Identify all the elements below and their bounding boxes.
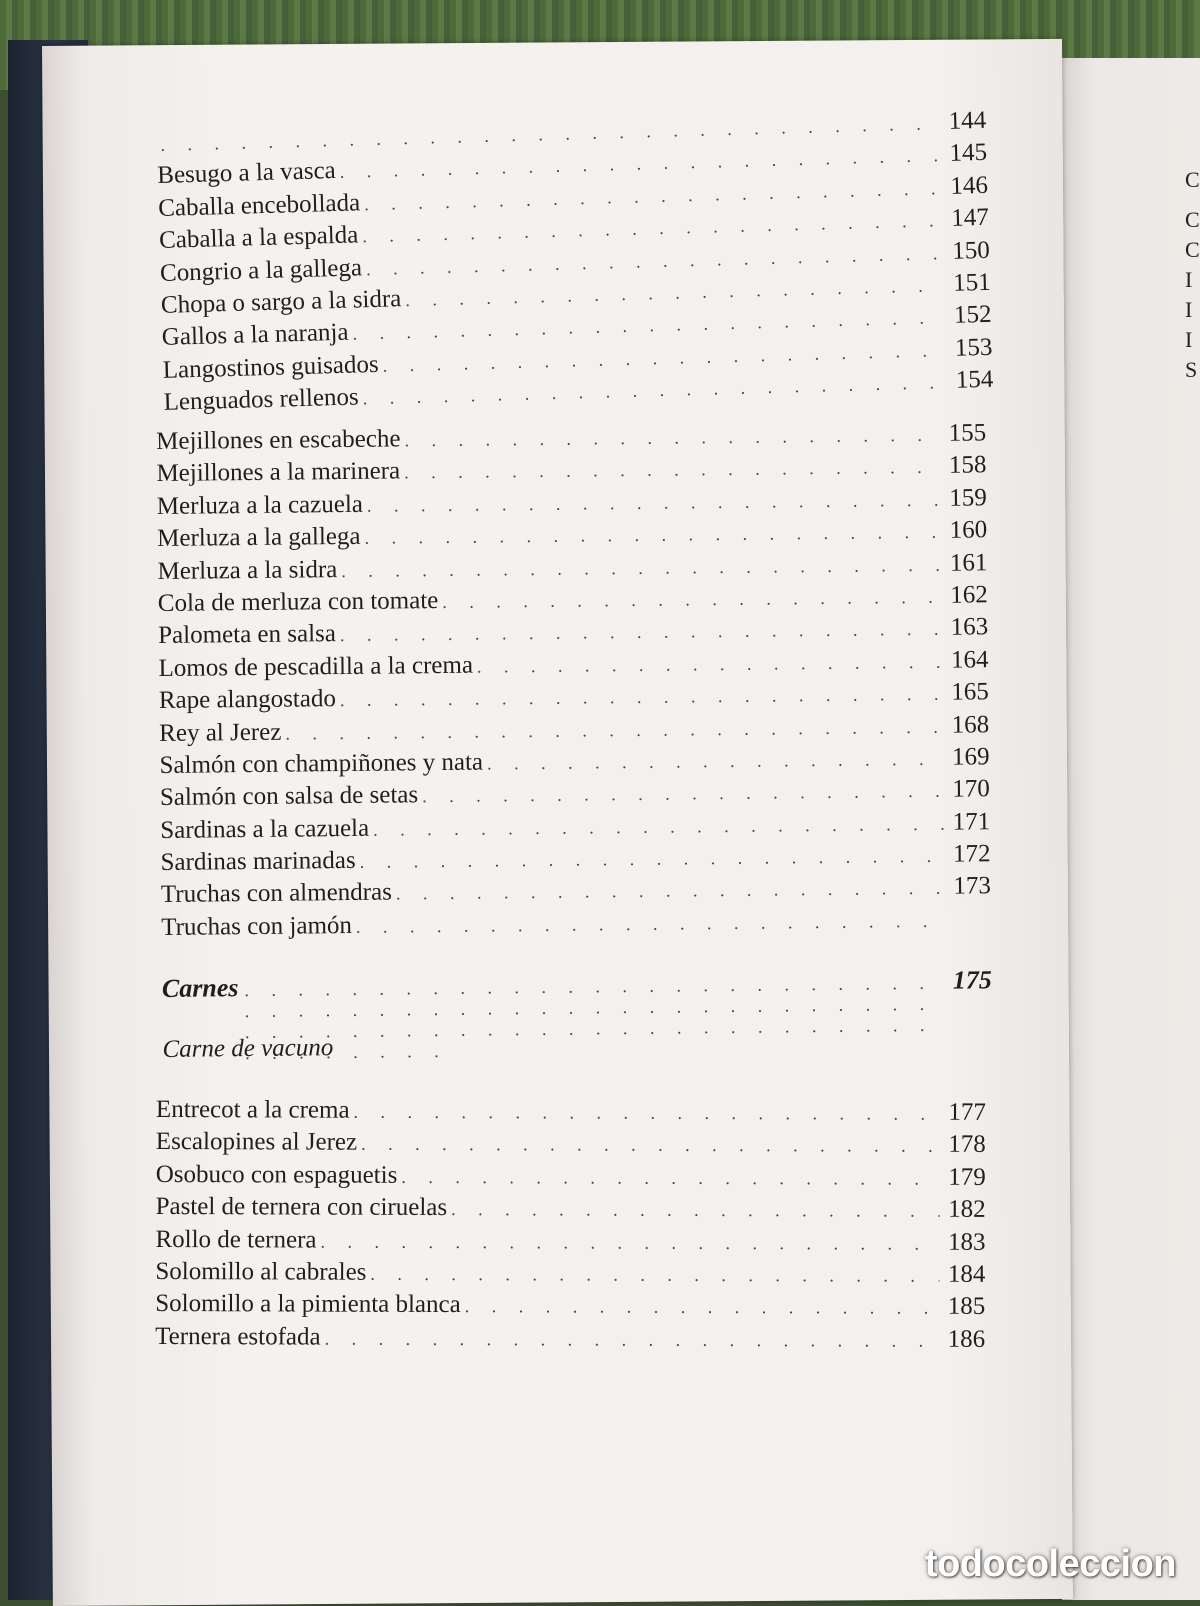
dot-leader <box>401 1160 939 1194</box>
dot-leader <box>477 645 943 682</box>
entry-title: Sardinas a la cazuela <box>160 812 369 847</box>
dot-leader <box>360 839 945 878</box>
entry-page: 152 <box>949 299 992 333</box>
fish-entries <box>156 105 994 420</box>
section-heading <box>162 965 992 1010</box>
entry-page: 162 <box>946 579 988 612</box>
toc-entry <box>156 1094 986 1129</box>
entry-title: Merluza a la gallega <box>157 521 361 556</box>
entry-title: Chopa o sargo a la sidra <box>161 283 402 322</box>
entry-title: Mejillones en escabeche <box>156 423 401 458</box>
section-page: 175 <box>953 965 992 995</box>
entry-title: Solomillo al cabrales <box>155 1256 366 1289</box>
entry-page: 168 <box>947 708 989 741</box>
dot-leader <box>325 1322 940 1357</box>
entry-title: Rey al Jerez <box>159 716 281 750</box>
entry-title: Osobuco con espaguetis <box>156 1159 398 1192</box>
entry-title: Truchas con almendras <box>161 877 392 912</box>
entry-page: 144 <box>944 105 987 139</box>
entry-title: Entrecot a la crema <box>156 1094 350 1127</box>
entry-page: 160 <box>945 514 987 547</box>
meat-entries <box>155 1094 986 1356</box>
entry-page: 177 <box>944 1097 986 1130</box>
entry-title: Salmón con champiñones y nata <box>159 746 483 782</box>
entry-page: 183 <box>943 1226 985 1259</box>
dot-leader <box>373 807 944 845</box>
entry-title: Lomos de pescadilla a la crema <box>158 649 473 685</box>
entry-page: 172 <box>948 838 990 871</box>
entry-title: Lenguados rellenos <box>163 382 359 420</box>
fish-entries-continued <box>156 417 993 1070</box>
dot-leader <box>356 904 946 943</box>
dot-leader <box>442 580 942 618</box>
entry-page: 151 <box>948 267 991 301</box>
entry-title: Sardinas marinadas <box>160 845 355 879</box>
entry-page: 158 <box>944 449 986 482</box>
right-letter: C <box>1185 165 1200 195</box>
dot-leader <box>244 973 947 1064</box>
entry-page: 182 <box>944 1194 986 1227</box>
entry-page: 169 <box>947 741 989 774</box>
entry-page: 159 <box>945 482 987 515</box>
dot-leader <box>487 742 944 779</box>
entry-title: Rollo de ternera <box>155 1223 316 1256</box>
right-letter: I <box>1185 325 1200 355</box>
entry-page: 165 <box>947 676 989 709</box>
entry-page: 154 <box>951 364 994 398</box>
section-title: Carnes <box>162 973 239 1004</box>
entry-title: Besugo a la vasca <box>157 155 336 192</box>
entry-page: 155 <box>944 417 986 450</box>
toc-entry <box>155 1223 985 1258</box>
entry-title: Rape alangostado <box>159 683 336 717</box>
entry-page: 170 <box>948 773 990 806</box>
entry-page: 163 <box>946 611 988 644</box>
entry-page: 178 <box>944 1129 986 1162</box>
dot-leader <box>354 1095 940 1129</box>
dot-leader <box>320 1225 939 1260</box>
entry-title: Ternera estofada <box>155 1320 321 1353</box>
entry-title: Merluza a la cazuela <box>157 488 363 523</box>
entry-page: 184 <box>943 1258 985 1291</box>
entry-title: Solomillo a la pimienta blanca <box>155 1288 461 1321</box>
toc-entry <box>155 1320 985 1355</box>
entry-title: Cola de merluza con tomate <box>158 585 439 620</box>
entry-title: Pastel de ternera con ciruelas <box>156 1191 448 1224</box>
entry-title: Merluza a la sidra <box>157 553 337 587</box>
entry-page: 150 <box>947 234 990 268</box>
dot-leader <box>367 483 941 521</box>
dot-leader <box>364 515 941 553</box>
entry-title: Caballa a la espalda <box>159 220 359 258</box>
toc-entry <box>155 1256 985 1291</box>
entry-title: Mejillones a la marinera <box>156 455 400 490</box>
right-letter: I <box>1185 295 1200 325</box>
entry-page: 185 <box>943 1291 985 1324</box>
entry-page: 179 <box>944 1161 986 1194</box>
toc-entry <box>156 1191 986 1226</box>
dot-leader <box>404 418 940 456</box>
dot-leader <box>404 451 941 489</box>
entry-page: 146 <box>946 170 989 204</box>
entry-title: Langostinos guisados <box>162 349 379 387</box>
entry-page: 161 <box>945 546 987 579</box>
right-letter: I <box>1185 265 1200 295</box>
right-letter: C <box>1185 205 1200 235</box>
right-page-cut-text <box>1185 165 1200 385</box>
subsection-heading: Carne de vacuno <box>162 1027 992 1070</box>
toc-entry <box>155 1288 985 1323</box>
entry-title: Salmón con salsa de setas <box>160 779 419 814</box>
dot-leader <box>465 1290 940 1324</box>
toc-entry <box>156 1126 986 1161</box>
toc-entry <box>156 1159 986 1194</box>
table-of-contents <box>156 128 986 1353</box>
dot-leader <box>370 1257 939 1291</box>
right-letter: S <box>1185 355 1200 385</box>
entry-title: Escalopines al Jerez <box>156 1126 357 1159</box>
entry-page: 173 <box>949 870 991 903</box>
dot-leader <box>422 775 944 813</box>
entry-title: Gallos a la naranja <box>161 317 349 355</box>
entry-page: 153 <box>950 331 993 365</box>
watermark-logo: todocoleccion <box>925 1543 1176 1586</box>
entry-title: Caballa encebollada <box>158 187 361 225</box>
dot-leader <box>396 872 945 910</box>
right-letter: C <box>1185 235 1200 265</box>
entry-page: 186 <box>943 1323 985 1356</box>
entry-page: 171 <box>948 805 990 838</box>
entry-title: Truchas con jamón <box>161 909 352 943</box>
dot-leader <box>451 1193 940 1227</box>
entry-page: 145 <box>945 137 988 171</box>
entry-page: 147 <box>946 202 989 236</box>
right-page <box>1062 58 1200 1600</box>
entry-title: Palometa en salsa <box>158 618 336 652</box>
entry-title: Congrio a la gallega <box>160 252 363 290</box>
dot-leader <box>361 1128 940 1162</box>
entry-page: 164 <box>946 644 988 677</box>
